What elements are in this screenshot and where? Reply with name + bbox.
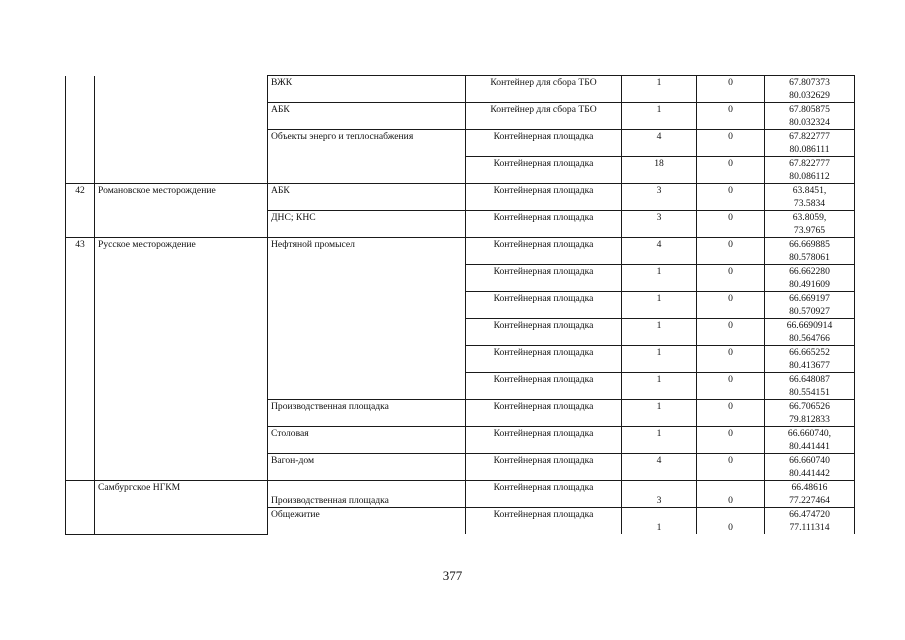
object-name-cell: Общежитие — [268, 508, 466, 535]
container-count-cell: 1 — [622, 427, 697, 454]
zero-value-cell: 0 — [697, 292, 765, 319]
latitude: 66.660740 — [789, 455, 830, 466]
coordinates-cell — [765, 238, 855, 265]
latitude: 66.662280 — [789, 266, 830, 277]
container-type-cell: Контейнерная площадка — [466, 319, 622, 346]
latitude: 63.8059, — [792, 212, 827, 223]
latitude: 66.48616 — [791, 482, 828, 493]
container-count-cell: 18 — [622, 157, 697, 184]
coordinates-cell — [765, 373, 855, 400]
container-count-cell: 1 — [622, 265, 697, 292]
latitude: 66.665252 — [789, 347, 830, 358]
field-name-cell: Самбургское НГКМ — [95, 481, 268, 535]
longitude: 80.491609 — [789, 279, 830, 290]
container-type-cell: Контейнер для сбора ТБО — [466, 103, 622, 130]
row-number-cell — [66, 76, 95, 184]
zero-value-cell: 0 — [697, 454, 765, 481]
container-count-cell: 1 — [622, 508, 697, 535]
zero-value-cell: 0 — [697, 211, 765, 238]
container-count-cell: 1 — [622, 346, 697, 373]
container-type-cell: Контейнерная площадка — [466, 481, 622, 508]
container-type-cell: Контейнерная площадка — [466, 346, 622, 373]
field-name-cell — [95, 76, 268, 184]
coordinates-cell — [765, 481, 855, 508]
object-name-cell: Столовая — [268, 427, 466, 454]
coordinates-cell — [765, 157, 855, 184]
container-type-cell: Контейнерная площадка — [466, 265, 622, 292]
coordinates-cell — [765, 184, 855, 211]
container-count-cell: 4 — [622, 130, 697, 157]
object-name-cell: Объекты энерго и теплоснабжения — [268, 130, 466, 184]
latitude: 67.822777 — [789, 158, 830, 169]
container-count-cell: 1 — [622, 76, 697, 103]
container-type-cell: Контейнерная площадка — [466, 454, 622, 481]
zero-value-cell: 0 — [697, 103, 765, 130]
latitude: 66.669197 — [789, 293, 830, 304]
container-type-cell: Контейнерная площадка — [466, 427, 622, 454]
table-row — [66, 184, 855, 211]
coordinates-cell — [765, 346, 855, 373]
longitude: 80.413677 — [789, 360, 830, 371]
zero-value-cell: 0 — [697, 508, 765, 535]
coordinates-cell — [765, 292, 855, 319]
longitude: 73.9765 — [793, 225, 826, 236]
latitude: 66.660740, — [787, 428, 832, 439]
table-row — [66, 481, 855, 508]
container-type-cell: Контейнерная площадка — [466, 211, 622, 238]
container-count-cell: 3 — [622, 481, 697, 508]
container-count-cell: 1 — [622, 292, 697, 319]
container-type-cell: Контейнерная площадка — [466, 508, 622, 535]
longitude: 80.032324 — [789, 117, 830, 128]
longitude: 80.032629 — [789, 90, 830, 101]
row-number-cell — [66, 481, 95, 535]
latitude: 67.822777 — [789, 131, 830, 142]
latitude: 66.648087 — [789, 374, 830, 385]
container-type-cell: Контейнерная площадка — [466, 157, 622, 184]
object-name-cell: ДНС; КНС — [268, 211, 466, 238]
object-name-cell: АБК — [268, 184, 466, 211]
longitude: 80.554151 — [789, 387, 830, 398]
container-count-cell: 1 — [622, 373, 697, 400]
longitude: 80.578061 — [789, 252, 830, 263]
container-type-cell: Контейнерная площадка — [466, 400, 622, 427]
latitude: 66.706526 — [789, 401, 830, 412]
coordinates-cell — [765, 130, 855, 157]
longitude: 80.570927 — [789, 306, 830, 317]
latitude: 66.669885 — [789, 239, 830, 250]
waste-container-table — [65, 75, 855, 535]
zero-value-cell: 0 — [697, 400, 765, 427]
container-type-cell: Контейнерная площадка — [466, 373, 622, 400]
coordinates-cell — [765, 103, 855, 130]
latitude: 66.6690914 — [786, 320, 833, 331]
latitude: 67.807373 — [789, 77, 830, 88]
object-name-cell: ВЖК — [268, 76, 466, 103]
container-type-cell: Контейнерная площадка — [466, 130, 622, 157]
longitude: 80.086111 — [789, 144, 830, 155]
latitude: 63.8451, — [792, 185, 827, 196]
zero-value-cell: 0 — [697, 76, 765, 103]
container-count-cell: 3 — [622, 184, 697, 211]
longitude: 80.441442 — [789, 468, 830, 479]
zero-value-cell: 0 — [697, 157, 765, 184]
coordinates-cell — [765, 454, 855, 481]
object-name-cell: АБК — [268, 103, 466, 130]
object-name-cell: Вагон-дом — [268, 454, 466, 481]
field-name-cell: Русское месторождение — [95, 238, 268, 481]
object-name-cell: Производственная площадка — [268, 400, 466, 427]
coordinates-cell — [765, 427, 855, 454]
container-type-cell: Контейнерная площадка — [466, 184, 622, 211]
container-count-cell: 4 — [622, 238, 697, 265]
coordinates-cell — [765, 211, 855, 238]
longitude: 77.111314 — [789, 522, 830, 533]
container-count-cell: 1 — [622, 103, 697, 130]
coordinates-cell — [765, 319, 855, 346]
container-type-cell: Контейнерная площадка — [466, 238, 622, 265]
field-name-cell: Романовское месторождение — [95, 184, 268, 238]
longitude: 80.564766 — [789, 333, 830, 344]
longitude: 79.812833 — [789, 414, 830, 425]
coordinates-cell — [765, 76, 855, 103]
container-type-cell: Контейнер для сбора ТБО — [466, 76, 622, 103]
object-name-cell: Нефтяной промысел — [268, 238, 466, 400]
container-count-cell: 1 — [622, 319, 697, 346]
object-name-cell: Производственная площадка — [268, 481, 466, 508]
row-number-cell: 42 — [66, 184, 95, 238]
container-count-cell: 4 — [622, 454, 697, 481]
zero-value-cell: 0 — [697, 238, 765, 265]
zero-value-cell: 0 — [697, 427, 765, 454]
row-number-cell: 43 — [66, 238, 95, 481]
table-row — [66, 76, 855, 103]
coordinates-cell — [765, 400, 855, 427]
zero-value-cell: 0 — [697, 265, 765, 292]
latitude: 66.474720 — [789, 509, 830, 520]
container-type-cell: Контейнерная площадка — [466, 292, 622, 319]
longitude: 80.086112 — [789, 171, 830, 182]
coordinates-cell — [765, 508, 855, 535]
zero-value-cell: 0 — [697, 130, 765, 157]
coordinates-cell — [765, 265, 855, 292]
page-number: 377 — [442, 568, 463, 583]
zero-value-cell: 0 — [697, 481, 765, 508]
table-row — [66, 238, 855, 265]
longitude: 73.5834 — [793, 198, 826, 209]
latitude: 67.805875 — [789, 104, 830, 115]
container-count-cell: 3 — [622, 211, 697, 238]
zero-value-cell: 0 — [697, 184, 765, 211]
zero-value-cell: 0 — [697, 346, 765, 373]
longitude: 77.227464 — [789, 495, 830, 506]
longitude: 80.441441 — [789, 441, 830, 452]
zero-value-cell: 0 — [697, 373, 765, 400]
container-count-cell: 1 — [622, 400, 697, 427]
zero-value-cell: 0 — [697, 319, 765, 346]
